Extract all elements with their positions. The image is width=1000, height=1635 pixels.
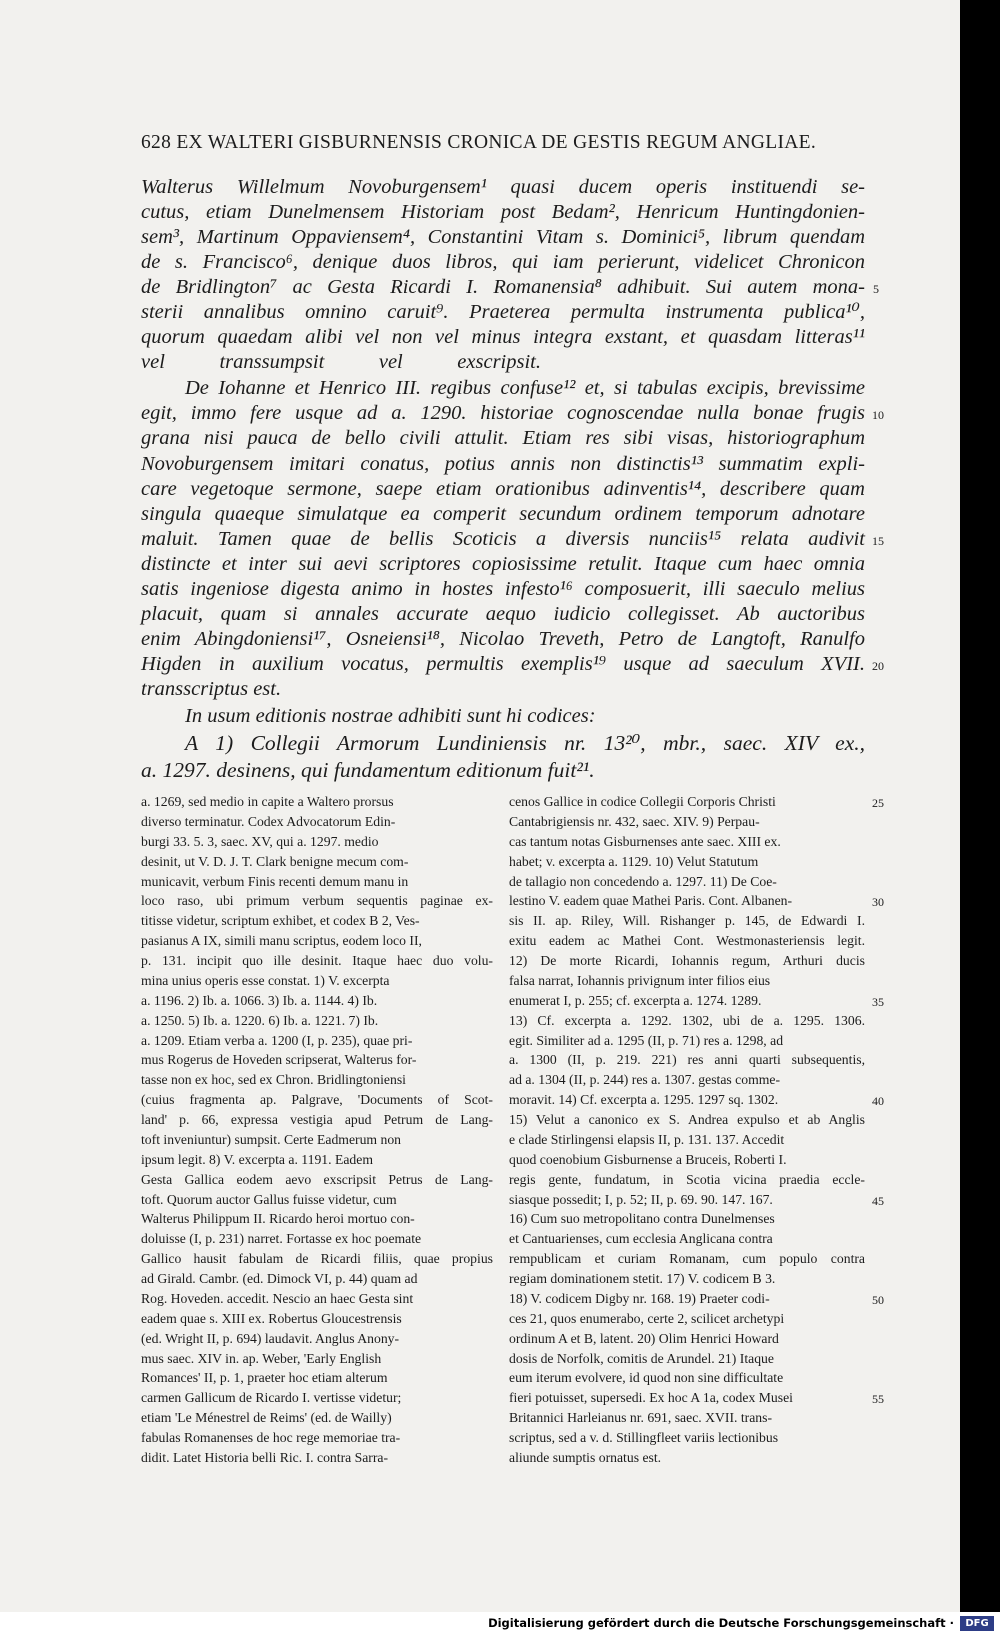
- footnote-line: carmen Gallicum de Ricardo I. vertisse videtur;: [141, 1390, 402, 1406]
- running-header: 628 EX WALTERI GISBURNENSIS CRONICA DE GESTIS REGUM ANGLIAE.: [141, 132, 817, 153]
- main-text-line: placuit, quam si annales accurate aequo iudicio collegisset. Ab auctoribus: [141, 603, 865, 625]
- main-text-line: satis ingeniose digesta animo in hostes infesto¹⁶ composuerit, illi saeculo melius: [141, 578, 865, 600]
- main-text-line: enim Abingdoniensi¹⁷, Osneiensi¹⁸, Nicolao Treveth, Petro de Langtoft, Ranulfo: [141, 628, 865, 650]
- footnote-line: Walterus Philippum II. Ricardo heroi mortuo con-: [141, 1211, 415, 1227]
- footnote-line: Romances' II, p. 1, praeter hoc etiam alterum: [141, 1370, 388, 1386]
- footnote-line: egit. Similiter ad a. 1295 (II, p. 71) res a. 1298, ad: [509, 1032, 784, 1048]
- footnote-line: 16) Cum suo metropolitano contra Dunelmenses: [509, 1211, 775, 1227]
- footnote-line: a. 1300 (II, p. 219. 221) res anni quarti subsequentis,: [509, 1052, 865, 1068]
- line-number: 25: [872, 796, 884, 810]
- footnote-line: fieri potuisset, supersedi. Ex hoc A 1a, codex Musei: [509, 1390, 793, 1406]
- footnote-line: exitu eadem ac Mathei Cont. Westmonasteriensis legit.: [509, 933, 865, 949]
- footnote-line: falsa narrat, Iohannis privignum inter filios eius: [509, 972, 771, 988]
- main-text-line: care vegetoque sermone, saepe etiam orationibus adinventis¹⁴, describere quam: [141, 478, 865, 500]
- footnote-line: eadem quae s. XIII ex. Robertus Gloucestrensis: [141, 1310, 402, 1326]
- footnote-line: Gesta Gallica eodem aevo exscripsit Petrus de Lang-: [141, 1171, 493, 1187]
- footnote-line: (cuius fragmenta ap. Palgrave, 'Documents of Scot-: [141, 1092, 493, 1108]
- footnote-line: moravit. 14) Cf. excerpta a. 1295. 1297 sq. 1302.: [509, 1092, 779, 1108]
- main-text-line: de s. Francisco⁶, denique duos libros, qui iam perierunt, videlicet Chronicon: [141, 251, 865, 273]
- footnote-line: desinit, ut V. D. J. T. Clark benigne mecum com-: [141, 853, 409, 869]
- main-text-line: Higden in auxilium vocatus, permultis exemplis¹⁹ usque ad saeculum XVII.: [141, 653, 865, 675]
- footnote-line: 18) V. codicem Digby nr. 168. 19) Praeter codi-: [509, 1290, 770, 1306]
- footnote-line: Rog. Hoveden. accedit. Nescio an haec Gesta sint: [141, 1290, 414, 1306]
- main-text-line: vel transsumpsit vel exscripsit.: [141, 351, 541, 373]
- footnotes-left-column: [141, 792, 493, 1468]
- footnote-line: diverso terminatur. Codex Advocatorum Edin-: [141, 813, 396, 829]
- footnote-line: habet; v. excerpta a. 1129. 10) Velut Statutum: [509, 853, 759, 869]
- footnote-line: regis gente, fundatum, in Scotia vicina praedia eccle-: [509, 1171, 865, 1187]
- footnote-line: titisse videtur, scriptum exhibet, et codex B 2, Ves-: [141, 913, 420, 929]
- footnote-line: enumerat I, p. 255; cf. excerpta a. 1274. 1289.: [509, 992, 762, 1008]
- main-text-line: transscriptus est.: [141, 678, 282, 700]
- main-text-line: sem³, Martinum Oppaviensem⁴, Constantini Vitam s. Dominici⁵, librum quendam: [141, 226, 865, 248]
- footnote-line: sis II. ap. Riley, Will. Rishanger p. 145, de Edwardi I.: [509, 913, 865, 929]
- footnote-line: scriptus, sed a v. d. Stillingfleet variis lectionibus: [509, 1430, 779, 1445]
- line-number: 55: [872, 1392, 884, 1407]
- footnote-line: et Cantuarienses, cum ecclesia Anglicana contra: [509, 1231, 773, 1247]
- main-text-line: quorum quaedam alibi vel non vel minus integra exstant, et quasdam litteras¹¹: [141, 326, 865, 348]
- main-text-line: distincte et inter sui aevi scriptores copiosissime retulit. Itaque cum haec omnia: [141, 553, 865, 575]
- footnote-line: cas tantum notas Gisburnenses ante saec. XIII ex.: [509, 833, 781, 849]
- footnote-line: mina unius operis esse constat. 1) V. excerpta: [141, 972, 390, 988]
- footnote-line: rempublicam et curiam Romanam, cum populo contra: [509, 1251, 865, 1267]
- footnote-line: land' p. 66, expressa vestigia apud Petrum de Lang-: [141, 1112, 493, 1127]
- footnote-line: ipsum legit. 8) V. excerpta a. 1191. Eadem: [141, 1151, 373, 1167]
- footnote-line: toft inveniuntur) sumpsit. Certe Eadmerum non: [141, 1131, 402, 1147]
- main-text-line: egit, immo fere usque ad a. 1290. historiae cognoscendae nulla bonae frugis: [141, 402, 865, 424]
- footnote-line: dosis de Norfolk, comitis de Arundel. 21) Itaque: [509, 1350, 774, 1366]
- main-text-line: Novoburgensem imitari conatus, potius annis non distinctis¹³ summatim expli-: [141, 453, 865, 475]
- line-number: 45: [872, 1193, 884, 1208]
- footnote-line: e clade Stirlingensi elapsis II, p. 131. 137. Accedit: [509, 1131, 785, 1147]
- main-text-line: de Bridlington⁷ ac Gesta Ricardi I. Romanensia⁸ adhibuit. Sui autem mona-: [141, 276, 865, 298]
- footnote-line: etiam 'Le Ménestrel de Reims' (ed. de Wailly): [141, 1410, 392, 1426]
- footnote-line: a. 1196. 2) Ib. a. 1066. 3) Ib. a. 1144. 4) Ib.: [141, 992, 378, 1008]
- dfg-logo: DFG: [960, 1616, 994, 1631]
- footnote-line: p. 131. incipit quo ille desinit. Itaque haec duo volu-: [141, 953, 493, 968]
- footnote-line: Britannici Harleianus nr. 691, saec. XVII. trans-: [509, 1410, 773, 1426]
- footnote-line: (ed. Wright II, p. 694) laudavit. Anglus Anony-: [141, 1330, 400, 1346]
- main-text-line: singula quaeque simulatque ea comperit secundum ordinem temporum adnotare: [141, 503, 865, 525]
- footnote-line: lestino V. eadem quae Mathei Paris. Cont. Albanen-: [509, 893, 793, 909]
- footnote-line: burgi 33. 5. 3, saec. XV, qui a. 1297. medio: [141, 833, 379, 849]
- footnote-line: ces 21, quos enumerabo, certe 2, scilicet archetypi: [509, 1310, 785, 1326]
- footnote-line: a. 1250. 5) Ib. a. 1220. 6) Ib. a. 1221. 7) Ib.: [141, 1012, 379, 1028]
- footnote-line: aliunde sumptis ornatus est.: [509, 1449, 662, 1465]
- footnote-line: Cantabrigiensis nr. 432, saec. XIV. 9) Perpau-: [509, 813, 760, 829]
- main-text-line: a. 1297. desinens, qui fundamentum editionum fuit²¹.: [141, 758, 595, 782]
- footnote-line: 12) De morte Ricardi, Iohannis regum, Arthuri ducis: [509, 953, 865, 968]
- footnote-line: regiam dominationem stetit. 17) V. codicem B 3.: [509, 1271, 776, 1286]
- main-text-line: grana nisi pauca de bello civili attulit. Etiam res sibi visas, historiographum: [141, 427, 865, 449]
- footnote-line: pasianus A IX, simili manu scriptus, eodem loco II,: [141, 933, 422, 949]
- footnote-line: ordinum A et B, latent. 20) Olim Henrici Howard: [509, 1330, 779, 1346]
- footnote-line: 13) Cf. excerpta a. 1292. 1302, ubi de a. 1295. 1306.: [509, 1012, 865, 1028]
- footnote-line: ad Girald. Cambr. (ed. Dimock VI, p. 44) quam ad: [141, 1271, 418, 1286]
- footnote-line: didit. Latet Historia belli Ric. I. contra Sarra-: [141, 1449, 389, 1465]
- footnote-line: a. 1269, sed medio in capite a Waltero prorsus: [141, 794, 394, 809]
- funding-note: Digitalisierung gefördert durch die Deutsche Forschungsgemeinschaft ·: [488, 1616, 954, 1630]
- footnote-line: mus Rogerus de Hoveden scripserat, Walterus for-: [141, 1052, 417, 1068]
- line-number: 10: [872, 408, 884, 422]
- line-number: 15: [872, 534, 884, 548]
- footnote-line: tasse non ex hoc, sed ex Chron. Bridlingtoniensi: [141, 1072, 406, 1088]
- footnote-line: doluisse (I, p. 231) narret. Fortasse ex hoc poemate: [141, 1231, 422, 1247]
- main-text-line: In usum editionis nostrae adhibiti sunt hi codices:: [185, 705, 596, 727]
- footnote-line: loco raso, ubi primum verbum sequentis paginae ex-: [141, 893, 493, 909]
- main-text-line: maluit. Tamen quae de bellis Scoticis a diversis nunciis¹⁵ relata audivit: [141, 528, 865, 550]
- footnote-line: fabulas Romanenses de hoc rege memoriae tra-: [141, 1430, 401, 1445]
- footnote-line: Gallico hausit fabulam de Ricardi filiis, quae propius: [141, 1251, 493, 1267]
- main-text-line: sterii annalibus omnino caruit⁹. Praeterea permulta instrumenta publica¹⁰,: [141, 301, 865, 323]
- footnote-line: a. 1209. Etiam verba a. 1200 (I, p. 235), quae pri-: [141, 1032, 413, 1048]
- footnotes-right-column: [509, 792, 865, 1468]
- line-number: 30: [872, 895, 884, 910]
- line-number: 5: [873, 282, 879, 296]
- footnote-line: cenos Gallice in codice Collegii Corporis Christi: [509, 794, 776, 809]
- footnote-line: eum iterum evolvere, id quod non sine difficultate: [509, 1370, 784, 1386]
- line-number: 35: [872, 994, 884, 1009]
- main-text-line: cutus, etiam Dunelmensem Historiam post Bedam², Henricum Huntingdonien-: [141, 201, 865, 223]
- footnote-line: ad a. 1304 (II, p. 244) res a. 1307. gestas comme-: [509, 1072, 781, 1088]
- footer-bar: [0, 1612, 1000, 1635]
- main-text-line: Walterus Willelmum Novoburgensem¹ quasi ducem operis instituendi se-: [141, 176, 865, 198]
- main-text-line: De Iohanne et Henrico III. regibus confuse¹² et, si tabulas excipis, brevissime: [185, 377, 865, 399]
- footnote-line: quod coenobium Gisburnense a Bruceis, Roberti I.: [509, 1151, 787, 1167]
- footnote-line: siasque possedit; I, p. 52; II, p. 69. 90. 147. 167.: [509, 1191, 773, 1207]
- footnote-line: 15) Velut a canonico ex S. Andrea expulso et ab Anglis: [509, 1112, 865, 1127]
- line-number: 20: [872, 659, 884, 673]
- line-number: 50: [872, 1293, 884, 1307]
- footnote-line: toft. Quorum auctor Gallus fuisse videtur, cum: [141, 1191, 397, 1207]
- footnote-line: de tallagio non concedendo a. 1297. 11) De Coe-: [509, 873, 777, 889]
- footnote-line: mus saec. XIV in. ap. Weber, 'Early English: [141, 1350, 382, 1366]
- main-text-line: A 1) Collegii Armorum Lundiniensis nr. 13²⁰, mbr., saec. XIV ex.,: [185, 731, 865, 755]
- line-number: 40: [872, 1094, 884, 1109]
- footnote-line: municavit, verbum Finis recenti demum manu in: [141, 873, 409, 889]
